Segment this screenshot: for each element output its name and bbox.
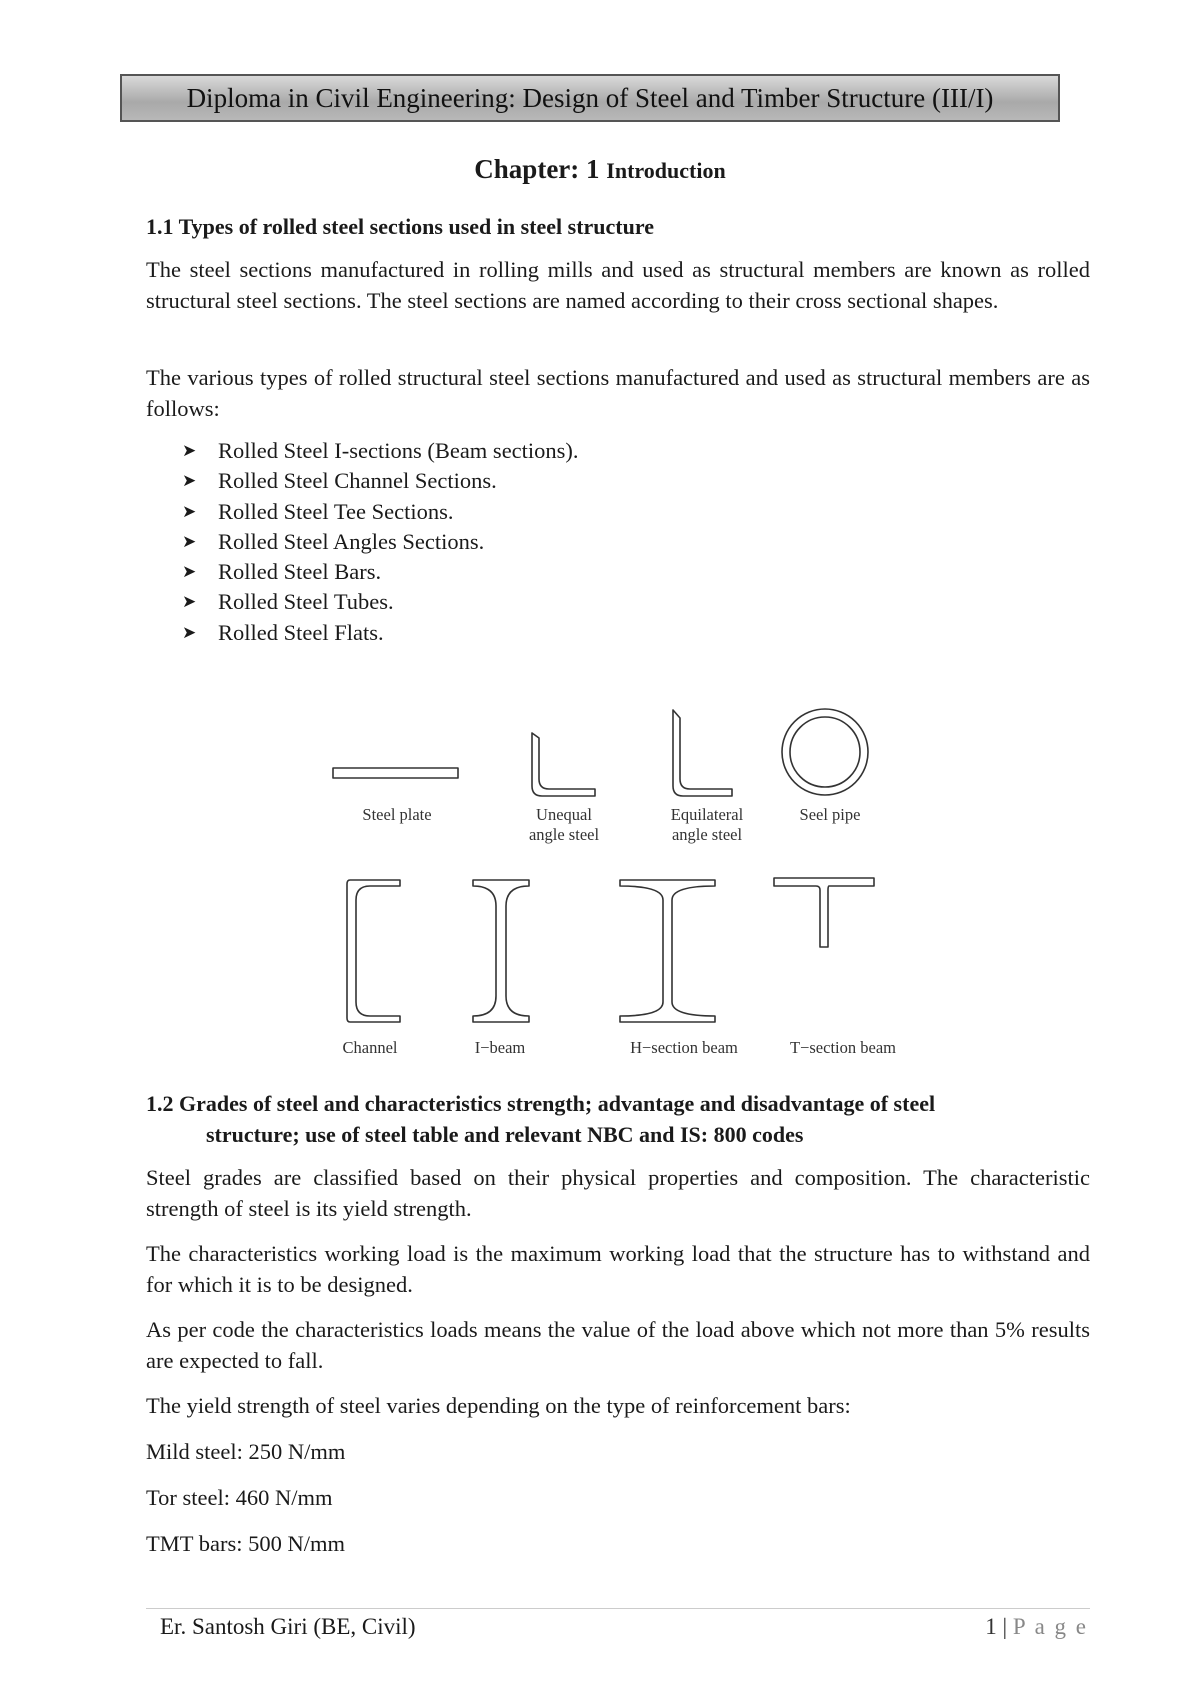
steel-plate-shape bbox=[333, 768, 458, 778]
label-h-beam: H−section beam bbox=[630, 1038, 738, 1057]
label-pipe: Seel pipe bbox=[799, 805, 861, 824]
label-i-beam: I−beam bbox=[474, 1038, 526, 1057]
arrow-bullet-icon: ➤ bbox=[182, 622, 197, 643]
channel-shape bbox=[347, 880, 400, 1022]
chapter-label: Chapter: 1 bbox=[474, 154, 600, 184]
tor-steel-strength: Tor steel: 460 N/mm bbox=[146, 1485, 333, 1510]
equal-angle-shape bbox=[673, 710, 732, 796]
section-1-2-heading bbox=[146, 1088, 1090, 1150]
list-item: ➤ Rolled Steel I-sections (Beam sections). bbox=[182, 436, 579, 466]
list-item: ➤ Rolled Steel Bars. bbox=[182, 557, 579, 587]
label-unequal-angle-1: Unequal bbox=[536, 805, 592, 824]
arrow-bullet-icon: ➤ bbox=[182, 592, 197, 613]
chapter-title bbox=[0, 154, 1200, 185]
label-unequal-angle-2: angle steel bbox=[528, 825, 600, 844]
rolled-sections-list bbox=[182, 436, 579, 648]
section-1-1-heading: 1.1 Types of rolled steel sections used in steel structure bbox=[146, 214, 654, 239]
label-equal-angle-1: Equilateral bbox=[670, 805, 744, 824]
footer-divider bbox=[146, 1608, 1090, 1609]
list-item: ➤ Rolled Steel Tee Sections. bbox=[182, 497, 579, 527]
page-separator: | bbox=[1002, 1614, 1008, 1639]
section-1-2-paragraph-1: Steel grades are classified based on their physical properties and composition. The characteristic strength of steel is its yield strength. bbox=[146, 1165, 1090, 1221]
i-beam-shape bbox=[473, 880, 529, 1022]
label-equal-angle-2: angle steel bbox=[671, 825, 743, 844]
arrow-bullet-icon: ➤ bbox=[182, 501, 197, 522]
tmt-bars-strength: TMT bars: 500 N/mm bbox=[146, 1531, 345, 1556]
section-1-2-heading-line-2: structure; use of steel table and relevant NBC and IS: 800 codes bbox=[206, 1122, 804, 1147]
t-beam-shape bbox=[774, 878, 874, 947]
pipe-inner-circle bbox=[790, 717, 860, 787]
list-item: ➤ Rolled Steel Channel Sections. bbox=[182, 466, 579, 496]
footer-page-number bbox=[985, 1614, 1088, 1640]
mild-steel-strength: Mild steel: 250 N/mm bbox=[146, 1439, 346, 1464]
unequal-angle-shape bbox=[532, 733, 595, 796]
section-1-2-heading-line-1: 1.2 Grades of steel and characteristics strength; advantage and disadvantage of steel bbox=[146, 1091, 936, 1116]
list-item: ➤ Rolled Steel Flats. bbox=[182, 618, 579, 648]
footer-author: Er. Santosh Giri (BE, Civil) bbox=[160, 1614, 416, 1639]
label-t-beam: T−section beam bbox=[790, 1038, 896, 1057]
section-1-1-paragraph-1: The steel sections manufactured in rolling mills and used as structural members are known as rolled structural steel sections. The steel sections are named according to their cross sectional shapes. bbox=[146, 257, 1090, 313]
section-1-1-paragraph-2: The various types of rolled structural steel sections manufactured and used as structural members are as follows: bbox=[146, 365, 1090, 421]
list-item: ➤ Rolled Steel Tubes. bbox=[182, 587, 579, 617]
page-word: P a g e bbox=[1012, 1614, 1088, 1639]
label-steel-plate: Steel plate bbox=[362, 805, 432, 824]
arrow-bullet-icon: ➤ bbox=[182, 531, 197, 552]
pipe-outer-circle bbox=[782, 709, 868, 795]
list-item: ➤ Rolled Steel Angles Sections. bbox=[182, 527, 579, 557]
steel-sections-figure bbox=[300, 700, 920, 1080]
arrow-bullet-icon: ➤ bbox=[182, 441, 197, 461]
section-1-2-paragraph-3: As per code the characteristics loads means the value of the load above which not more than 5% results are expected to fall. bbox=[146, 1317, 1090, 1373]
chapter-name: Introduction bbox=[606, 158, 726, 183]
arrow-bullet-icon: ➤ bbox=[182, 471, 197, 492]
page-number: 1 bbox=[985, 1614, 997, 1639]
section-1-2-paragraph-2: The characteristics working load is the maximum working load that the structure has to withstand and for which it is to be designed. bbox=[146, 1241, 1090, 1297]
document-header-bar: Diploma in Civil Engineering: Design of Steel and Timber Structure (III/I) bbox=[120, 74, 1060, 122]
section-1-2-paragraph-4: The yield strength of steel varies depending on the type of reinforcement bars: bbox=[146, 1393, 851, 1418]
arrow-bullet-icon: ➤ bbox=[182, 562, 197, 583]
h-beam-shape bbox=[620, 880, 715, 1022]
label-channel: Channel bbox=[342, 1038, 398, 1057]
